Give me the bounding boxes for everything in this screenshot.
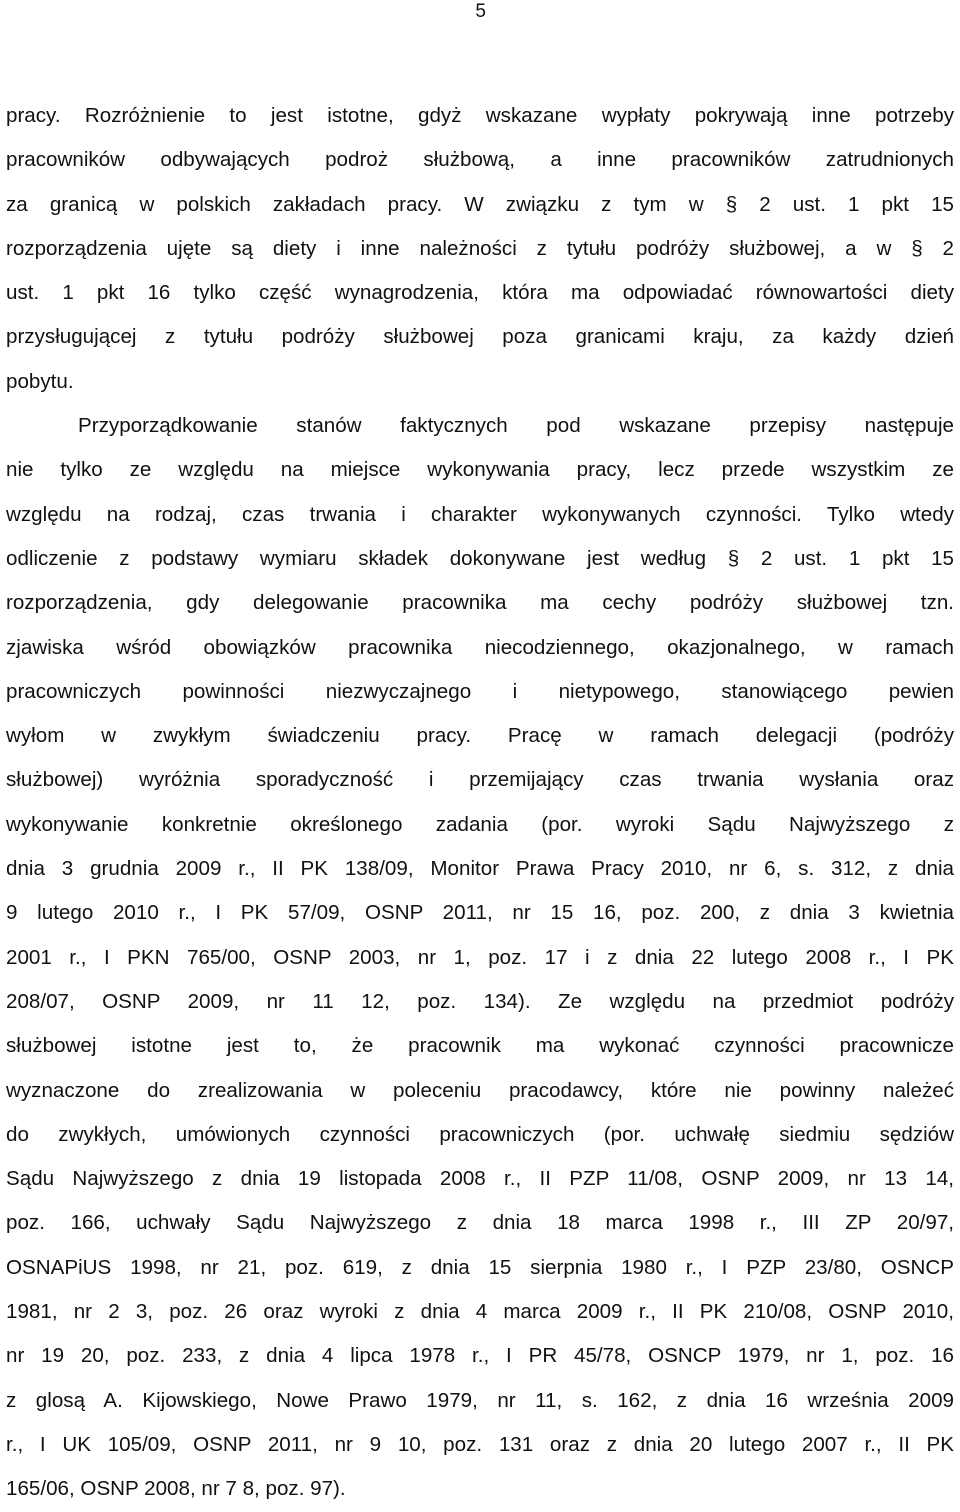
text-line: do zwykłych, umówionych czynności pracowniczych (por. uchwałę siedmiu sędziów [6, 1122, 954, 1146]
text-line: względu na rodzaj, czas trwania i charakter wykonywanych czynności. Tylko wtedy [6, 502, 954, 526]
text-line: pracy. Rozróżnienie to jest istotne, gdyż wskazane wypłaty pokrywają inne potrzeby [6, 104, 954, 127]
text-line: wykonywanie konkretnie określonego zadania (por. wyroki Sądu Najwyższego z [6, 812, 954, 836]
text-line: zjawiska wśród obowiązków pracownika niecodziennego, okazjonalnego, w ramach [6, 635, 954, 659]
text-line: odliczenie z podstawy wymiaru składek dokonywane jest według § 2 ust. 1 pkt 15 [6, 546, 954, 570]
text-line: OSNAPiUS 1998, nr 21, poz. 619, z dnia 15 sierpnia 1980 r., I PZP 23/80, OSNCP [6, 1255, 954, 1279]
text-line: 208/07, OSNP 2009, nr 11 12, poz. 134). Ze względu na przedmiot podróży [6, 989, 954, 1013]
text-line: z glosą A. Kijowskiego, Nowe Prawo 1979, nr 11, s. 162, z dnia 16 września 2009 [6, 1388, 954, 1412]
text-line: rozporządzenia ujęte są diety i inne należności z tytułu podróży służbowej, a w § 2 [6, 236, 954, 260]
text-line: wyłom w zwykłym świadczeniu pracy. Pracę w ramach delegacji (podróży [6, 724, 954, 748]
text-line: dnia 3 grudnia 2009 r., II PK 138/09, Monitor Prawa Pracy 2010, nr 6, s. 312, z dnia [6, 857, 954, 881]
text-line: ust. 1 pkt 16 tylko część wynagrodzenia, która ma odpowiadać równowartości diety [6, 281, 954, 305]
text-line: r., I UK 105/09, OSNP 2011, nr 9 10, poz. 131 oraz z dnia 20 lutego 2007 r., II PK [6, 1432, 954, 1456]
text-line: wyznaczone do zrealizowania w poleceniu pracodawcy, które nie powinny należeć [6, 1078, 954, 1102]
text-line: pracowniczych powinności niezwyczajnego i nietypowego, stanowiącego pewien [6, 679, 954, 703]
text-line: poz. 166, uchwały Sądu Najwyższego z dnia 18 marca 1998 r., III ZP 20/97, [6, 1211, 954, 1235]
text-line: nr 19 20, poz. 233, z dnia 4 lipca 1978 r., I PR 45/78, OSNCP 1979, nr 1, poz. 16 [6, 1344, 954, 1368]
text-line: Sądu Najwyższego z dnia 19 listopada 2008 r., II PZP 11/08, OSNP 2009, nr 13 14, [6, 1167, 954, 1191]
text-line: za granicą w polskich zakładach pracy. W związku z tym w § 2 ust. 1 pkt 15 [6, 192, 954, 216]
text-line: służbowej istotne jest to, że pracownik ma wykonać czynności pracownicze [6, 1034, 954, 1058]
text-line: służbowej) wyróżnia sporadyczność i przemijający czas trwania wysłania oraz [6, 768, 954, 792]
body-text [6, 94, 954, 1512]
text-line: 165/06, OSNP 2008, nr 7 8, poz. 97). [6, 1477, 346, 1501]
paragraph-first-line: Przyporządkowanie stanów faktycznych pod wskazane przepisy następuje [78, 414, 954, 438]
text-line: 9 lutego 2010 r., I PK 57/09, OSNP 2011, nr 15 16, poz. 200, z dnia 3 kwietnia [6, 901, 954, 925]
text-line: 1981, nr 2 3, poz. 26 oraz wyroki z dnia 4 marca 2009 r., II PK 210/08, OSNP 2010, [6, 1300, 954, 1324]
text-line: rozporządzenia, gdy delegowanie pracownika ma cechy podróży służbowej tzn. [6, 591, 954, 615]
text-line: nie tylko ze względu na miejsce wykonywania pracy, lecz przede wszystkim ze [6, 458, 954, 482]
page-number-text: 5 [475, 1, 486, 22]
text-line: pobytu. [6, 369, 74, 393]
text-line: przysługującej z tytułu podróży służbowej poza granicami kraju, za każdy dzień [6, 325, 954, 349]
page-number [0, 0, 960, 24]
text-line: 2001 r., I PKN 765/00, OSNP 2003, nr 1, poz. 17 i z dnia 22 lutego 2008 r., I PK [6, 945, 954, 969]
text-line: pracowników odbywających podroż służbową, a inne pracowników zatrudnionych [6, 148, 954, 172]
